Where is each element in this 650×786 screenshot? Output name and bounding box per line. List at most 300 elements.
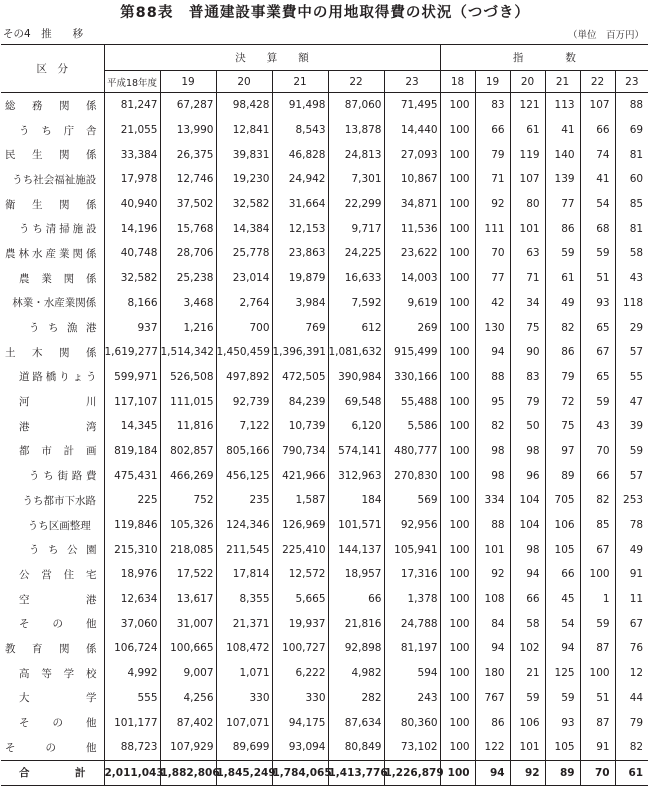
shisu-value-cell: 180 — [475, 661, 510, 686]
kessan-value-cell: 14,003 — [384, 266, 440, 291]
row-label: うち街路費 — [29, 470, 97, 483]
kessan-value-cell: 1,784,065 — [272, 760, 328, 786]
kessan-value-cell: 574,141 — [328, 439, 384, 464]
kessan-value-cell: 87,634 — [328, 710, 384, 735]
table-row — [1, 266, 648, 291]
shisu-value-cell: 100 — [440, 216, 475, 241]
shisu-value-cell: 61 — [545, 266, 580, 291]
shisu-value-cell: 57 — [615, 340, 648, 365]
kessan-value-cell: 26,375 — [160, 142, 216, 167]
unit-label: （単位 百万円） — [567, 30, 644, 41]
kessan-value-cell: 9,717 — [328, 216, 384, 241]
kessan-value-cell: 66 — [328, 587, 384, 612]
kessan-value-cell: 69,548 — [328, 389, 384, 414]
kessan-value-cell: 107,929 — [160, 735, 216, 760]
kessan-value-cell: 9,619 — [384, 291, 440, 316]
shisu-value-cell: 100 — [440, 562, 475, 587]
row-label-cell — [1, 537, 104, 562]
shisu-value-cell: 253 — [615, 488, 648, 513]
table-row — [1, 142, 648, 167]
table-row — [1, 241, 648, 266]
kessan-value-cell: 92,898 — [328, 636, 384, 661]
kessan-value-cell: 802,857 — [160, 439, 216, 464]
kessan-value-cell: 106,724 — [104, 636, 160, 661]
shisu-value-cell: 66 — [510, 587, 545, 612]
shisu-value-cell: 59 — [545, 686, 580, 711]
shisu-value-cell: 59 — [580, 389, 615, 414]
shisu-value-cell: 95 — [475, 389, 510, 414]
row-label: 港湾 — [19, 420, 97, 433]
row-label-cell — [1, 365, 104, 390]
table-row — [1, 192, 648, 217]
table-row — [1, 93, 648, 118]
table-row — [1, 216, 648, 241]
shisu-value-cell: 49 — [545, 291, 580, 316]
table-row — [1, 587, 648, 612]
shisu-value-cell: 29 — [615, 315, 648, 340]
shisu-value-cell: 68 — [580, 216, 615, 241]
shisu-value-cell: 63 — [510, 241, 545, 266]
table-row — [1, 315, 648, 340]
row-label-cell — [1, 439, 104, 464]
kessan-value-cell: 1,216 — [160, 315, 216, 340]
shisu-value-cell: 98 — [475, 439, 510, 464]
shisu-value-cell: 67 — [615, 611, 648, 636]
kessan-value-cell: 269 — [384, 315, 440, 340]
table-row — [1, 760, 648, 786]
kessan-value-cell: 12,746 — [160, 167, 216, 192]
shisu-value-cell: 60 — [615, 167, 648, 192]
row-label: うち庁舎 — [19, 124, 97, 137]
kessan-value-cell: 89,699 — [216, 735, 272, 760]
kessan-value-cell: 124,346 — [216, 513, 272, 538]
shisu-value-cell: 705 — [545, 488, 580, 513]
kessan-value-cell: 81,247 — [104, 93, 160, 118]
table-row — [1, 389, 648, 414]
kessan-value-cell: 421,966 — [272, 463, 328, 488]
shisu-value-cell: 75 — [510, 315, 545, 340]
shisu-value-cell: 90 — [510, 340, 545, 365]
kessan-value-cell: 1,619,277 — [104, 340, 160, 365]
kessan-value-cell: 119,846 — [104, 513, 160, 538]
row-label: 土木関係 — [5, 346, 97, 359]
shisu-value-cell: 122 — [475, 735, 510, 760]
kessan-value-cell: 330,166 — [384, 365, 440, 390]
shisu-value-cell: 97 — [545, 439, 580, 464]
shisu-value-cell: 105 — [545, 735, 580, 760]
shisu-value-cell: 91 — [615, 562, 648, 587]
shisu-value-cell: 85 — [615, 192, 648, 217]
shisu-value-cell: 66 — [580, 118, 615, 143]
shisu-value-cell: 100 — [440, 167, 475, 192]
shisu-value-cell: 119 — [510, 142, 545, 167]
shisu-value-cell: 100 — [440, 192, 475, 217]
shisu-value-cell: 101 — [510, 216, 545, 241]
row-label-cell — [1, 587, 104, 612]
shisu-value-cell: 75 — [545, 414, 580, 439]
row-label-cell — [1, 389, 104, 414]
table-row — [1, 686, 648, 711]
shisu-value-cell: 74 — [580, 142, 615, 167]
shisu-year-header: 18 — [440, 71, 475, 93]
kessan-value-cell: 475,431 — [104, 463, 160, 488]
kessan-value-cell: 11,816 — [160, 414, 216, 439]
row-label-cell — [1, 216, 104, 241]
shisu-year-header: 23 — [615, 71, 648, 93]
kessan-value-cell: 31,007 — [160, 611, 216, 636]
shisu-value-cell: 101 — [510, 735, 545, 760]
shisu-value-cell: 118 — [615, 291, 648, 316]
kessan-value-cell: 117,107 — [104, 389, 160, 414]
kessan-value-cell: 55,488 — [384, 389, 440, 414]
kessan-value-cell: 3,984 — [272, 291, 328, 316]
kessan-value-cell: 144,137 — [328, 537, 384, 562]
shisu-value-cell: 94 — [545, 636, 580, 661]
kessan-value-cell: 46,828 — [272, 142, 328, 167]
kessan-value-cell: 8,166 — [104, 291, 160, 316]
shisu-value-cell: 55 — [615, 365, 648, 390]
row-label: うち清掃施設 — [19, 223, 97, 236]
kessan-value-cell: 19,879 — [272, 266, 328, 291]
kessan-value-cell: 25,238 — [160, 266, 216, 291]
row-label-cell — [1, 142, 104, 167]
row-label: うち区画整理 — [27, 519, 91, 532]
shisu-value-cell: 39 — [615, 414, 648, 439]
row-label-cell — [1, 636, 104, 661]
shisu-value-cell: 87 — [580, 636, 615, 661]
kessan-value-cell: 84,239 — [272, 389, 328, 414]
shisu-value-cell: 59 — [510, 686, 545, 711]
kessan-value-cell: 6,222 — [272, 661, 328, 686]
shisu-value-cell: 94 — [510, 562, 545, 587]
shisu-value-cell: 130 — [475, 315, 510, 340]
shisu-value-cell: 49 — [615, 537, 648, 562]
shisu-value-cell: 70 — [580, 439, 615, 464]
table-row — [1, 488, 648, 513]
shisu-value-cell: 12 — [615, 661, 648, 686]
kessan-value-cell: 235 — [216, 488, 272, 513]
shisu-value-cell: 82 — [580, 488, 615, 513]
kessan-value-cell: 2,011,043 — [104, 760, 160, 786]
table-row — [1, 562, 648, 587]
shisu-value-cell: 98 — [475, 463, 510, 488]
kessan-value-cell: 13,990 — [160, 118, 216, 143]
kessan-value-cell: 13,617 — [160, 587, 216, 612]
table-row — [1, 291, 648, 316]
shisu-value-cell: 100 — [580, 562, 615, 587]
shisu-value-cell: 113 — [545, 93, 580, 118]
shisu-value-cell: 96 — [510, 463, 545, 488]
kessan-year-header: 19 — [160, 71, 216, 93]
kessan-value-cell: 12,153 — [272, 216, 328, 241]
kessan-value-cell: 7,122 — [216, 414, 272, 439]
shisu-value-cell: 104 — [510, 513, 545, 538]
kessan-value-cell: 466,269 — [160, 463, 216, 488]
kessan-value-cell: 39,831 — [216, 142, 272, 167]
row-label: 公営住宅 — [19, 568, 97, 581]
kessan-year-header: 20 — [216, 71, 272, 93]
table-row — [1, 340, 648, 365]
shisu-value-cell: 100 — [440, 266, 475, 291]
kessan-value-cell: 612 — [328, 315, 384, 340]
shisu-value-cell: 1 — [580, 587, 615, 612]
shisu-value-cell: 43 — [615, 266, 648, 291]
shisu-value-cell: 100 — [440, 587, 475, 612]
kessan-value-cell: 67,287 — [160, 93, 216, 118]
shisu-value-cell: 139 — [545, 167, 580, 192]
kessan-value-cell: 282 — [328, 686, 384, 711]
row-label-cell — [1, 611, 104, 636]
shisu-value-cell: 45 — [545, 587, 580, 612]
table-row — [1, 611, 648, 636]
kessan-value-cell: 3,468 — [160, 291, 216, 316]
table-row — [1, 735, 648, 760]
shisu-value-cell: 101 — [475, 537, 510, 562]
shisu-value-cell: 83 — [510, 365, 545, 390]
kessan-value-cell: 71,495 — [384, 93, 440, 118]
shisu-value-cell: 67 — [580, 340, 615, 365]
kessan-value-cell: 390,984 — [328, 365, 384, 390]
shisu-value-cell: 140 — [545, 142, 580, 167]
shisu-value-cell: 94 — [475, 636, 510, 661]
kessan-value-cell: 1,071 — [216, 661, 272, 686]
shisu-value-cell: 69 — [615, 118, 648, 143]
kessan-value-cell: 21,055 — [104, 118, 160, 143]
kessan-value-cell: 80,849 — [328, 735, 384, 760]
kessan-value-cell: 700 — [216, 315, 272, 340]
shisu-year-header: 20 — [510, 71, 545, 93]
shisu-value-cell: 93 — [545, 710, 580, 735]
kessan-value-cell: 4,256 — [160, 686, 216, 711]
shisu-value-cell: 111 — [475, 216, 510, 241]
shisu-value-cell: 82 — [545, 315, 580, 340]
kubun-header: 区 分 — [1, 45, 104, 93]
row-label-cell — [1, 241, 104, 266]
shisu-value-cell: 77 — [545, 192, 580, 217]
shisu-value-cell: 61 — [510, 118, 545, 143]
shisu-value-cell: 61 — [615, 760, 648, 786]
shisu-value-cell: 67 — [580, 537, 615, 562]
kessan-value-cell: 218,085 — [160, 537, 216, 562]
shisu-value-cell: 767 — [475, 686, 510, 711]
kessan-value-cell: 12,572 — [272, 562, 328, 587]
row-label-cell — [1, 686, 104, 711]
kessan-value-cell: 4,992 — [104, 661, 160, 686]
shisu-value-cell: 94 — [475, 760, 510, 786]
shisu-value-cell: 21 — [510, 661, 545, 686]
kessan-value-cell: 1,587 — [272, 488, 328, 513]
kessan-value-cell: 17,814 — [216, 562, 272, 587]
shisu-value-cell: 100 — [440, 315, 475, 340]
row-label-cell — [1, 513, 104, 538]
kessan-value-cell: 19,937 — [272, 611, 328, 636]
kessan-value-cell: 32,582 — [216, 192, 272, 217]
kessan-value-cell: 184 — [328, 488, 384, 513]
kessan-value-cell: 101,571 — [328, 513, 384, 538]
row-label-cell — [1, 315, 104, 340]
shisu-value-cell: 58 — [510, 611, 545, 636]
kessan-value-cell: 24,788 — [384, 611, 440, 636]
kessan-value-cell: 211,545 — [216, 537, 272, 562]
kessan-value-cell: 472,505 — [272, 365, 328, 390]
shisu-value-cell: 107 — [510, 167, 545, 192]
shisu-value-cell: 43 — [580, 414, 615, 439]
table-row — [1, 365, 648, 390]
kessan-value-cell: 312,963 — [328, 463, 384, 488]
row-label: 農業関係 — [19, 272, 97, 285]
shisu-value-cell: 106 — [510, 710, 545, 735]
shisu-value-cell: 100 — [440, 93, 475, 118]
shisu-value-cell: 104 — [510, 488, 545, 513]
shisu-value-cell: 100 — [440, 636, 475, 661]
kessan-value-cell: 17,978 — [104, 167, 160, 192]
kessan-value-cell: 752 — [160, 488, 216, 513]
kessan-value-cell: 225 — [104, 488, 160, 513]
shisu-value-cell: 100 — [440, 735, 475, 760]
kessan-value-cell: 819,184 — [104, 439, 160, 464]
row-label-cell — [1, 735, 104, 760]
kessan-value-cell: 23,622 — [384, 241, 440, 266]
row-label-cell — [1, 710, 104, 735]
kessan-value-cell: 15,768 — [160, 216, 216, 241]
shisu-value-cell: 91 — [580, 735, 615, 760]
kessan-value-cell: 40,940 — [104, 192, 160, 217]
kessan-value-cell: 12,841 — [216, 118, 272, 143]
shisu-value-cell: 72 — [545, 389, 580, 414]
shisu-value-cell: 100 — [440, 537, 475, 562]
table-body — [1, 93, 648, 786]
shisu-value-cell: 42 — [475, 291, 510, 316]
shisu-value-cell: 85 — [580, 513, 615, 538]
shisu-value-cell: 59 — [580, 241, 615, 266]
shisu-value-cell: 125 — [545, 661, 580, 686]
shisu-value-cell: 92 — [475, 562, 510, 587]
kessan-value-cell: 92,956 — [384, 513, 440, 538]
row-label-cell — [1, 192, 104, 217]
kessan-value-cell: 243 — [384, 686, 440, 711]
kessan-value-cell: 22,299 — [328, 192, 384, 217]
kessan-value-cell: 80,360 — [384, 710, 440, 735]
shisu-value-cell: 34 — [510, 291, 545, 316]
row-label: 衛生関係 — [5, 198, 97, 211]
shisu-value-cell: 334 — [475, 488, 510, 513]
shisu-value-cell: 41 — [545, 118, 580, 143]
shisu-value-cell: 100 — [580, 661, 615, 686]
kessan-value-cell: 25,778 — [216, 241, 272, 266]
kessan-value-cell: 10,867 — [384, 167, 440, 192]
shisu-value-cell: 98 — [510, 439, 545, 464]
shisu-value-cell: 88 — [475, 365, 510, 390]
kessan-value-cell: 105,941 — [384, 537, 440, 562]
shisu-group-header: 指 数 — [440, 45, 648, 71]
kessan-value-cell: 1,413,776 — [328, 760, 384, 786]
kessan-value-cell: 17,316 — [384, 562, 440, 587]
table-row — [1, 167, 648, 192]
kessan-value-cell: 93,094 — [272, 735, 328, 760]
section-subtitle: その4 推 移 — [3, 28, 84, 40]
table-row — [1, 414, 648, 439]
row-label-cell — [1, 562, 104, 587]
shisu-value-cell: 88 — [475, 513, 510, 538]
kessan-value-cell: 24,225 — [328, 241, 384, 266]
row-label: 高等学校 — [19, 667, 97, 680]
shisu-value-cell: 98 — [510, 537, 545, 562]
row-label: 河川 — [19, 396, 97, 409]
page-title: 第88表 普通建設事業費中の用地取得費の状況（つづき） — [120, 5, 530, 21]
row-label: 民生関係 — [5, 149, 97, 162]
kessan-value-cell: 225,410 — [272, 537, 328, 562]
table-row — [1, 463, 648, 488]
kessan-value-cell: 7,301 — [328, 167, 384, 192]
kessan-value-cell: 37,060 — [104, 611, 160, 636]
table-row — [1, 636, 648, 661]
kessan-value-cell: 111,015 — [160, 389, 216, 414]
shisu-value-cell: 66 — [475, 118, 510, 143]
kessan-year-header: 平成18年度 — [104, 71, 160, 93]
kessan-year-header: 22 — [328, 71, 384, 93]
shisu-value-cell: 100 — [440, 118, 475, 143]
shisu-value-cell: 86 — [545, 340, 580, 365]
shisu-value-cell: 100 — [440, 611, 475, 636]
shisu-value-cell: 81 — [615, 216, 648, 241]
kessan-value-cell: 2,764 — [216, 291, 272, 316]
shisu-value-cell: 58 — [615, 241, 648, 266]
row-label-cell — [1, 760, 104, 786]
shisu-value-cell: 100 — [440, 439, 475, 464]
kessan-value-cell: 937 — [104, 315, 160, 340]
shisu-value-cell: 102 — [510, 636, 545, 661]
shisu-value-cell: 47 — [615, 389, 648, 414]
kessan-value-cell: 18,976 — [104, 562, 160, 587]
table-row — [1, 439, 648, 464]
kessan-value-cell: 569 — [384, 488, 440, 513]
kessan-value-cell: 4,982 — [328, 661, 384, 686]
row-label-cell — [1, 291, 104, 316]
kessan-value-cell: 88,723 — [104, 735, 160, 760]
kessan-value-cell: 915,499 — [384, 340, 440, 365]
row-label: うち社会福祉施設 — [12, 173, 97, 186]
shisu-value-cell: 65 — [580, 315, 615, 340]
kessan-value-cell: 8,355 — [216, 587, 272, 612]
kessan-value-cell: 101,177 — [104, 710, 160, 735]
shisu-value-cell: 82 — [475, 414, 510, 439]
row-label: 空港 — [19, 593, 97, 606]
shisu-value-cell: 93 — [580, 291, 615, 316]
row-label-cell — [1, 266, 104, 291]
shisu-value-cell: 94 — [475, 340, 510, 365]
kessan-value-cell: 6,120 — [328, 414, 384, 439]
shisu-value-cell: 100 — [440, 760, 475, 786]
shisu-value-cell: 79 — [475, 142, 510, 167]
kessan-value-cell: 100,727 — [272, 636, 328, 661]
kessan-value-cell: 330 — [272, 686, 328, 711]
shisu-value-cell: 100 — [440, 463, 475, 488]
kessan-value-cell: 98,428 — [216, 93, 272, 118]
kessan-value-cell: 497,892 — [216, 365, 272, 390]
kessan-value-cell: 105,326 — [160, 513, 216, 538]
kessan-value-cell: 769 — [272, 315, 328, 340]
row-label: うち公園 — [29, 544, 97, 557]
shisu-value-cell: 108 — [475, 587, 510, 612]
kessan-value-cell: 12,634 — [104, 587, 160, 612]
kessan-value-cell: 17,522 — [160, 562, 216, 587]
shisu-value-cell: 51 — [580, 686, 615, 711]
row-label-cell — [1, 340, 104, 365]
kessan-group-header: 決 算 額 — [104, 45, 440, 71]
shisu-value-cell: 11 — [615, 587, 648, 612]
table-row — [1, 661, 648, 686]
kessan-value-cell: 599,971 — [104, 365, 160, 390]
